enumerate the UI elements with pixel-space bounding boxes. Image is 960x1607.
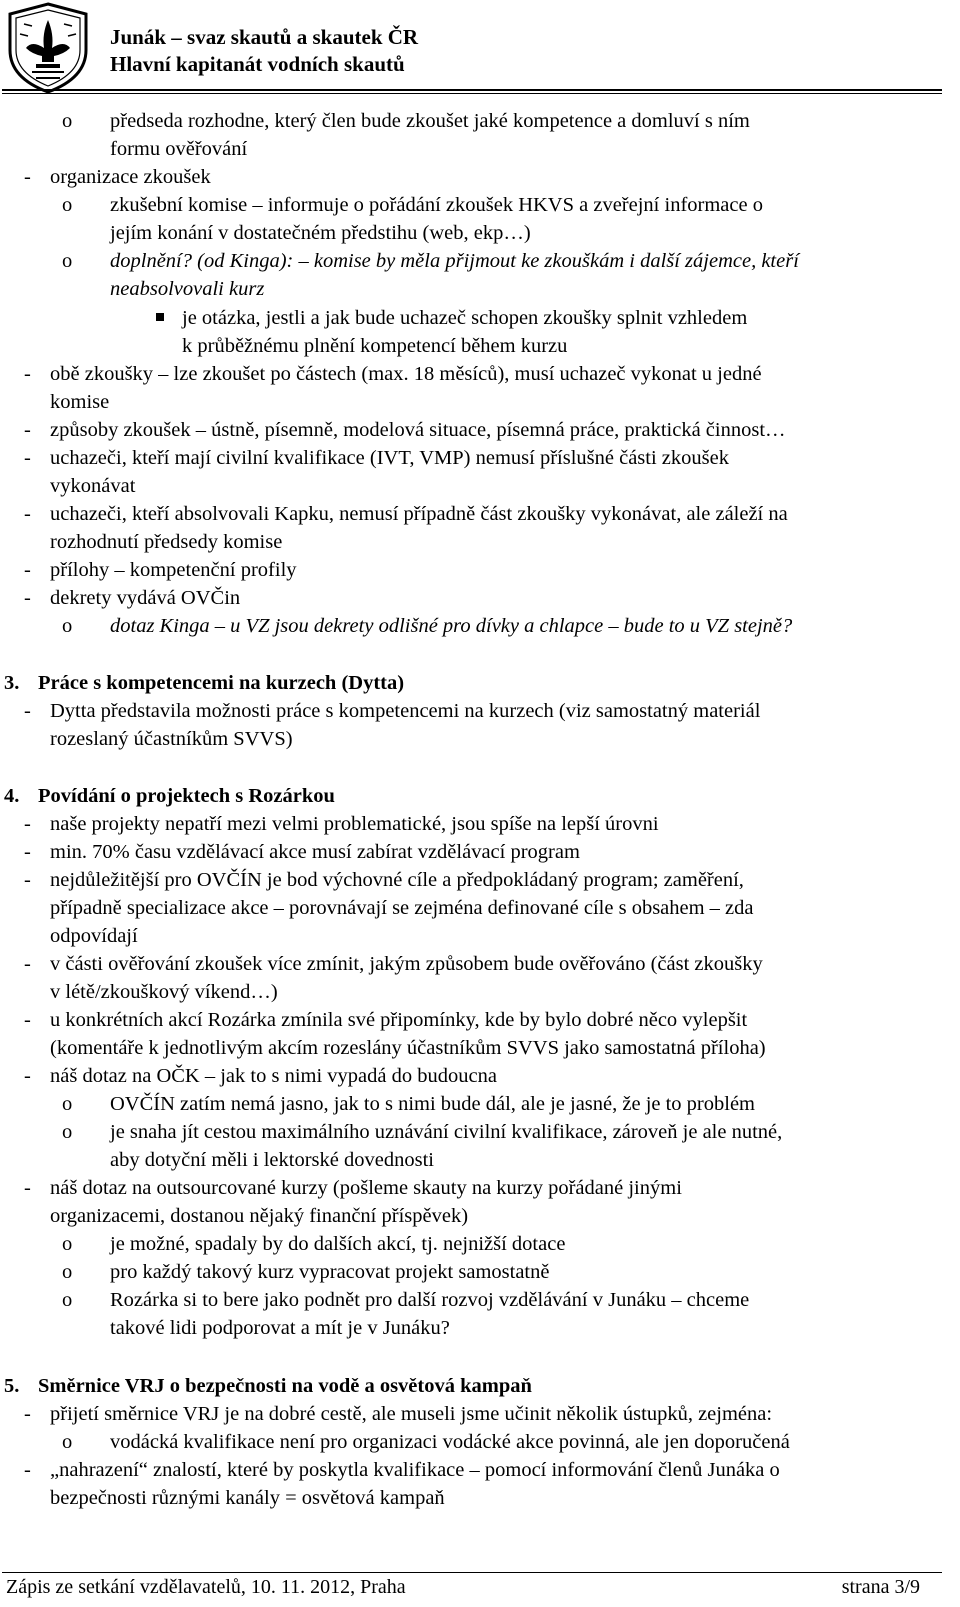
- body-line: předseda rozhodne, který člen bude zkoušet jaké kompetence a domluví s ním: [110, 110, 750, 132]
- bullet-marker: o: [62, 1431, 73, 1453]
- body-line: v části ověřování zkoušek více zmínit, jakým způsobem bude ověřováno (část zkoušky: [50, 953, 763, 975]
- body-line: uchazeči, kteří mají civilní kvalifikace (IVT, VMP) nemusí příslušné části zkoušek: [50, 447, 729, 469]
- body-line: odpovídají: [50, 925, 138, 947]
- body-line: zkušební komise – informuje o pořádání zkoušek HKVS a zveřejní informace o: [110, 194, 763, 216]
- body-line: organizacemi, dostanou nějaký finanční příspěvek): [50, 1205, 469, 1227]
- bullet-marker: o: [62, 1289, 73, 1311]
- body-line: „nahrazení“ znalostí, které by poskytla kvalifikace – pomocí informování členů Junáka o: [50, 1459, 780, 1481]
- body-line: bezpečnosti různými kanály = osvětová kampaň: [50, 1487, 445, 1509]
- body-line: neabsolvovali kurz: [110, 278, 265, 300]
- body-line: uchazeči, kteří absolvovali Kapku, nemusí případně část zkoušky vykonávat, ale záleží na: [50, 503, 788, 525]
- body-line: dotaz Kinga – u VZ jsou dekrety odlišné pro dívky a chlapce – bude to u VZ stejně?: [110, 615, 793, 637]
- bullet-marker: -: [24, 559, 31, 581]
- body-line: pro každý takový kurz vypracovat projekt samostatně: [110, 1261, 550, 1283]
- bullet-marker: -: [24, 503, 31, 525]
- body-line: jejím konání v dostatečném předstihu (web, ekp…): [110, 222, 531, 244]
- body-line: k průběžnému plnění kompetencí během kurzu: [182, 335, 568, 357]
- body-line: formu ověřování: [110, 138, 248, 160]
- bullet-marker: -: [24, 363, 31, 385]
- body-line: rozhodnutí předsedy komise: [50, 531, 283, 553]
- body-line: v létě/zkouškový víkend…): [50, 981, 278, 1003]
- section-number: 4.: [4, 785, 20, 807]
- body-line: rozeslaný účastníkům SVVS): [50, 728, 293, 750]
- body-line-part: doplnění?: [110, 250, 192, 272]
- bullet-marker: -: [24, 841, 31, 863]
- body-line: takové lidi podporovat a mít je v Junáku?: [110, 1317, 450, 1339]
- bullet-marker: o: [62, 1233, 73, 1255]
- bullet-marker: -: [24, 419, 31, 441]
- bullet-marker: -: [24, 1403, 31, 1425]
- body-line: komise: [50, 391, 110, 413]
- header-dept: Hlavní kapitanát vodních skautů: [110, 52, 405, 76]
- body-line: [110, 248, 799, 274]
- bullet-marker: -: [24, 1459, 31, 1481]
- body-line: náš dotaz na outsourcované kurzy (pošleme skauty na kurzy pořádané jinými: [50, 1177, 682, 1199]
- body-line: obě zkoušky – lze zkoušet po částech (max. 18 měsíců), musí uchazeč vykonat u jedné: [50, 363, 762, 385]
- bullet-marker: o: [62, 1093, 73, 1115]
- bullet-marker: o: [62, 250, 73, 272]
- body-line: aby dotyční měli i lektorské dovednosti: [110, 1149, 434, 1171]
- section-number: 3.: [4, 672, 20, 694]
- section-number: 5.: [4, 1375, 20, 1397]
- body-line: způsoby zkoušek – ústně, písemně, modelová situace, písemná práce, praktická činnost…: [50, 419, 786, 441]
- body-line: přijetí směrnice VRJ je na dobré cestě, ale museli jsme učinit několik ústupků, zejména:: [50, 1403, 773, 1425]
- bullet-marker: -: [24, 953, 31, 975]
- bullet-marker: o: [62, 194, 73, 216]
- body-line: naše projekty nepatří mezi velmi problematické, jsou spíše na lepší úrovni: [50, 813, 659, 835]
- body-line: náš dotaz na OČK – jak to s nimi vypadá do budoucna: [50, 1065, 497, 1087]
- bullet-marker: o: [62, 1121, 73, 1143]
- body-line: (komentáře k jednotlivým akcím rozeslány účastníkům SVVS jako samostatná příloha): [50, 1037, 766, 1059]
- footer-rule: [2, 1572, 942, 1573]
- bullet-marker: -: [24, 869, 31, 891]
- body-line: vykonávat: [50, 475, 136, 497]
- bullet-marker: -: [24, 166, 31, 188]
- bullet-marker: -: [24, 447, 31, 469]
- body-line: je snaha jít cestou maximálního uznávání civilní kvalifikace, zároveň je ale nutné,: [110, 1121, 783, 1143]
- bullet-marker: -: [24, 1177, 31, 1199]
- body-line: min. 70% času vzdělávací akce musí zabírat vzdělávací program: [50, 841, 580, 863]
- bullet-marker: -: [24, 700, 31, 722]
- header-org: Junák – svaz skautů a skautek ČR: [110, 25, 419, 49]
- body-line: OVČÍN zatím nemá jasno, jak to s nimi bude dál, ale je jasné, že je to problém: [110, 1093, 755, 1115]
- bullet-marker: -: [24, 587, 31, 609]
- body-line: je možné, spadaly by do dalších akcí, tj. nejnižší dotace: [110, 1233, 566, 1255]
- footer-title: Zápis ze setkání vzdělavatelů, 10. 11. 2012, Praha: [6, 1576, 406, 1598]
- junak-logo-icon: [2, 0, 94, 96]
- body-line: organizace zkoušek: [50, 166, 211, 188]
- section-heading: Směrnice VRJ o bezpečnosti na vodě a osvětová kampaň: [38, 1375, 532, 1397]
- bullet-marker: o: [62, 615, 73, 637]
- bullet-marker: o: [62, 110, 73, 132]
- body-line: Rozárka si to bere jako podnět pro další rozvoj vzdělávání v Junáku – chceme: [110, 1289, 750, 1311]
- body-line: případně specializace akce – porovnávají se zejména definované cíle s obsahem – zda: [50, 897, 754, 919]
- body-line: nejdůležitější pro OVČÍN je bod výchovné cíle a předpokládaný program; zaměření,: [50, 869, 744, 891]
- body-line: dekrety vydává OVČin: [50, 587, 241, 609]
- square-bullet-icon: [156, 313, 164, 321]
- body-line: vodácká kvalifikace není pro organizaci vodácké akce povinná, ale jen doporučená: [110, 1431, 790, 1453]
- body-line: je otázka, jestli a jak bude uchazeč schopen zkoušky splnit vzhledem: [182, 307, 748, 329]
- bullet-marker: -: [24, 1009, 31, 1031]
- header-rule-thin: [2, 93, 942, 94]
- bullet-marker: o: [62, 1261, 73, 1283]
- bullet-marker: -: [24, 813, 31, 835]
- body-line: přílohy – kompetenční profily: [50, 559, 297, 581]
- bullet-marker: -: [24, 1065, 31, 1087]
- body-line-part: (od Kinga): – komise by měla přijmout ke zkouškám i další zájemce, kteří: [192, 250, 799, 272]
- page-number: strana 3/9: [841, 1576, 920, 1598]
- body-line: Dytta představila možnosti práce s kompetencemi na kurzech (viz samostatný materiál: [50, 700, 761, 722]
- section-heading: Povídání o projektech s Rozárkou: [38, 785, 335, 807]
- header-rule: [2, 89, 942, 91]
- body-line: u konkrétních akcí Rozárka zmínila své připomínky, kde by bylo dobré něco vylepšit: [50, 1009, 748, 1031]
- section-heading: Práce s kompetencemi na kurzech (Dytta): [38, 672, 405, 694]
